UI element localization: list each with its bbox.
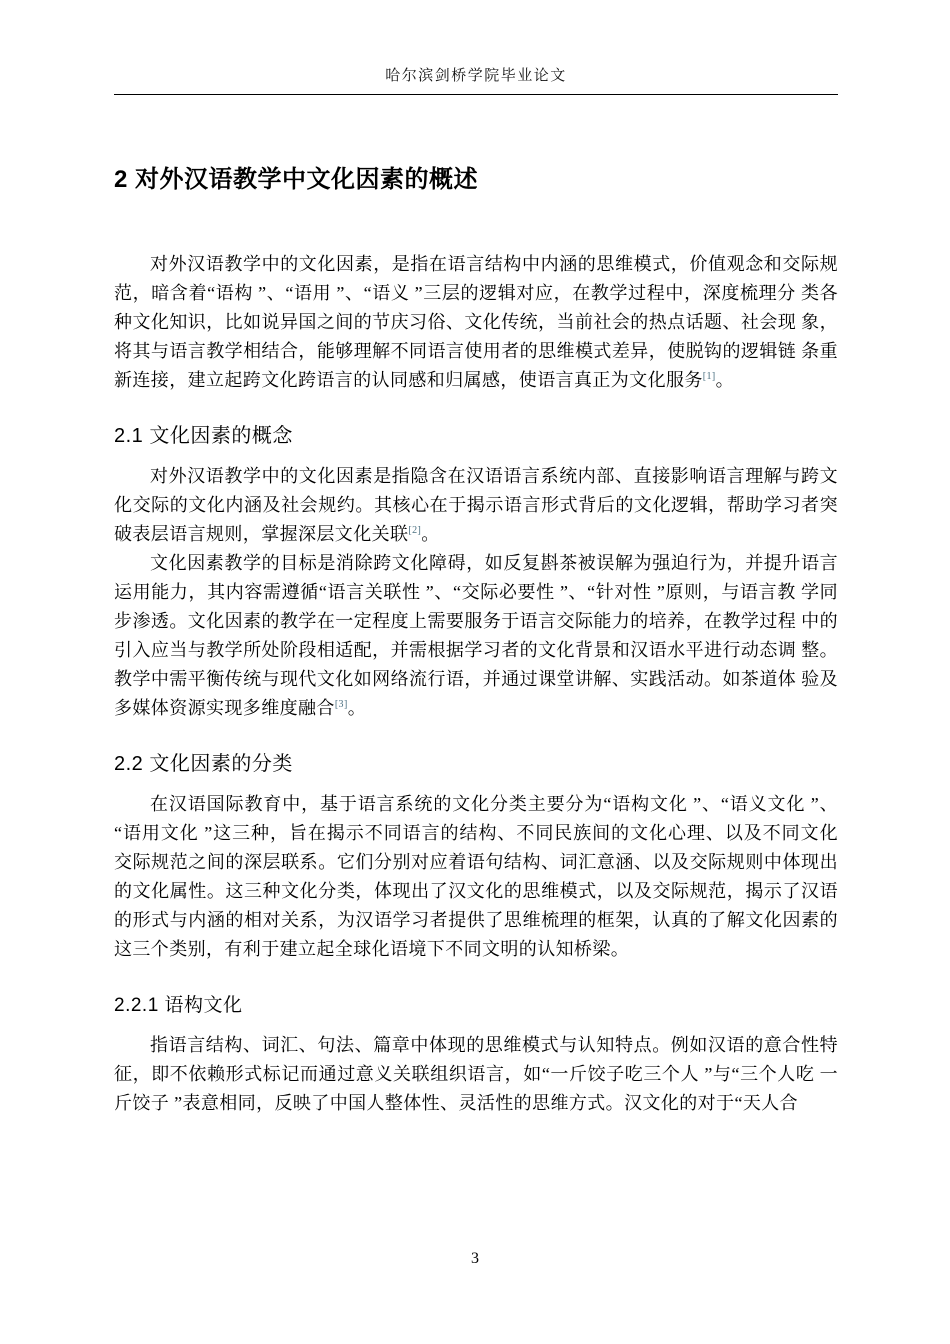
page-footer [0,1250,950,1268]
paragraph-tail: 。 [421,524,440,544]
paragraph-text: 对外汉语教学中的文化因素是指隐含在汉语语言系统内部、直接影响语言理解与跨文化交际的文化内涵及社会规约。其核心在于揭示语言形式背后的文化逻辑，帮助学习者突破表层语言规则，掌握深层文化关联 [114,466,838,544]
section-heading-2-1: 2.1 文化因素的概念 [114,425,293,447]
page-header [114,64,838,95]
page-number: 3 [471,1250,479,1267]
header-divider [114,94,838,95]
header-title: 哈尔滨剑桥学院毕业论文 [385,68,567,84]
paragraph-2-2-a [114,790,838,964]
footnote-marker-2: [2] [408,525,422,536]
paragraph-text: 在汉语国际教育中，基于语言系统的文化分类主要分为“语构文化 ”、“语义文化 ”、 “语用文化 ”这三种，旨在揭示不同语言的结构、不同民族间的文化心理、以及不同文化 交际规范之间的深层联系。它们分别对应着语句结构、词汇意涵、以及交际规则中体现出 的文化属性。这三种文化分类，体现出了汉文化的思维模式，以及交际规范，揭示了汉语 的形式与内涵的相对关系，为汉语学习者提供了思维梳理的框架，认真的了解文化因素的 这三个类别，有利于建立起全球化语境下不同文明的认知桥梁。 [114,794,838,959]
section-heading-2-2: 2.2 文化因素的分类 [114,753,293,775]
paragraph-2-1-b [114,549,838,723]
section-heading-2-2-1: 2.2.1 语构文化 [114,995,243,1016]
footnote-marker-1: [1] [702,371,716,382]
footnote-marker-3: [3] [334,699,348,710]
paragraph-text: 对外汉语教学中的文化因素，是指在语言结构中内涵的思维模式，价值观念和交际规范，暗含着“语构 ”、“语用 ”、“语义 ”三层的逻辑对应，在教学过程中，深度梳理分 类各种文化知识，比如说异国之间的节庆习俗、文化传统，当前社会的热点话题、社会现 象，将其与语言教学相结合，能够理解不同语言使用者的思维模式差异，使脱钩的逻辑链 条重新连接，建立起跨文化跨语言的认同感和归属感，使语言真正为文化服务 [114,254,838,390]
paragraph-2-2-1-a [114,1031,838,1118]
paragraph-text: 文化因素教学的目标是消除跨文化障碍，如反复斟茶被误解为强迫行为，并提升语言运用能力，其内容需遵循“语言关联性 ”、“交际必要性 ”、“针对性 ”原则，与语言教 学同步渗透。文化因素的教学在一定程度上需要服务于语言交际能力的培养，在教学过程 中的引入应当与教学所处阶段相适配，并需根据学习者的文化背景和汉语水平进行动态调 整。教学中需平衡传统与现代文化如网络流行语，并通过课堂讲解、实践活动。如茶道体 验及多媒体资源实现多维度融合 [114,553,838,718]
paragraph-text: 指语言结构、词汇、句法、篇章中体现的思维模式与认知特点。例如汉语的意合性特征，即不依赖形式标记而通过意义关联组织语言，如“一斤饺子吃三个人 ”与“三个人吃 一斤饺子 ”表意相同，反映了中国人整体性、灵活性的思维方式。汉文化的对于“天人合 [114,1035,838,1113]
chapter-heading: 2 对外汉语教学中文化因素的概述 [114,166,479,193]
paragraph-tail: 。 [715,370,735,390]
paragraph-tail: 。 [347,698,367,718]
paragraph-2-1-a [114,462,838,549]
document-body [114,159,838,1118]
paragraph-chapter-intro [114,250,838,395]
